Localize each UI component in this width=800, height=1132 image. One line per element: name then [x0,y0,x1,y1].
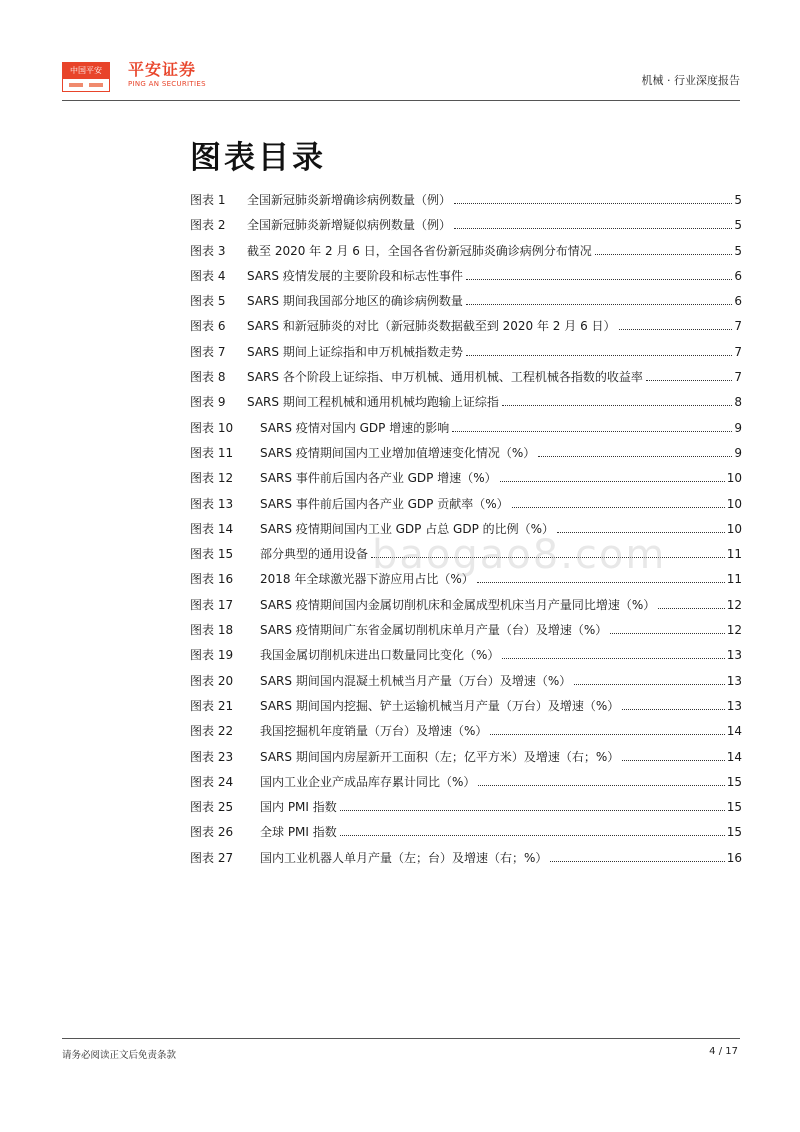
toc-entry[interactable] [190,242,742,267]
toc-entry[interactable] [190,292,742,317]
toc-entry-page: 6 [734,294,742,309]
toc-entry-page: 10 [726,496,742,511]
toc-entry[interactable] [190,469,742,494]
toc-entry-title: SARS 期间国内挖掘、铲土运输机械当月产量（万台）及增速（%） [260,698,620,713]
toc-entry-title: SARS 各个阶段上证综指、申万机械、通用机械、工程机械各指数的收益率 [247,370,643,385]
toc-entry-label: 图表 4 [190,268,226,283]
toc-entry-page: 12 [726,623,742,638]
brand [128,60,206,89]
toc-entry-title: SARS 疫情期间国内工业 GDP 占总 GDP 的比例（%） [260,521,555,536]
toc-entry[interactable] [190,773,742,798]
toc-entry-page: 15 [726,774,742,789]
watermark: baogao8.com [372,532,667,578]
toc-entry-label: 图表 16 [190,572,234,587]
toc-entry-label: 图表 7 [190,344,226,359]
toc-entry-label: 图表 6 [190,319,226,334]
toc-leader-dots [454,216,732,229]
toc-leader-dots [466,343,733,356]
toc-entry-title: SARS 疫情对国内 GDP 增速的影响 [260,420,450,435]
toc-entry-page: 7 [734,370,742,385]
toc-leader-dots [500,469,725,482]
toc-leader-dots [454,191,732,204]
toc-entry[interactable] [190,419,742,444]
toc-entry-page: 5 [734,193,742,207]
ping-an-logo [62,62,110,92]
toc-entry[interactable] [190,495,742,520]
toc-entry-title: SARS 事件前后国内各产业 GDP 贡献率（%） [260,496,509,511]
toc-leader-dots [512,495,725,508]
footer-disclaimer[interactable]: 请务必阅读正文后免责条款 [62,1050,177,1061]
toc-entry[interactable] [190,393,742,418]
toc-leader-dots [619,317,733,330]
toc-entry-label: 图表 10 [190,420,234,435]
toc-entry-page: 5 [734,243,742,258]
toc-entry-page: 15 [726,825,742,840]
toc-leader-dots [610,621,724,634]
toc-entry-title: 部分典型的通用设备 [260,547,369,562]
toc-entry-title: SARS 期间上证综指和申万机械指数走势 [247,344,463,359]
toc-entry-title: 截至 2020 年 2 月 6 日，全国各省份新冠肺炎确诊病例分布情况 [247,243,592,258]
report-type: 机械 · 行业深度报告 [641,74,740,87]
toc-entry-label: 图表 12 [190,471,234,486]
toc-entry[interactable] [190,849,742,874]
toc-entry-title: 全国新冠肺炎新增确诊病例数量（例） [247,193,452,207]
toc-leader-dots [340,823,725,836]
toc-leader-dots [466,292,733,305]
toc-entry[interactable] [190,621,742,646]
toc-entry[interactable] [190,748,742,773]
toc-entry-label: 图表 24 [190,774,234,789]
toc-leader-dots [646,368,733,381]
toc-entry-label: 图表 3 [190,243,226,258]
toc-entry-page: 13 [726,673,742,688]
toc-entry-page: 10 [726,471,742,486]
toc-entry-title: 国内 PMI 指数 [260,800,337,815]
toc-entry-title: 2018 年全球激光器下游应用占比（%） [260,572,474,587]
toc-entry-title: SARS 疫情发展的主要阶段和标志性事件 [247,268,463,283]
toc-entry-title: 我国挖掘机年度销量（万台）及增速（%） [260,724,488,739]
toc-entry-page: 11 [726,572,742,587]
toc-entry-label: 图表 26 [190,825,234,840]
toc-entry-label: 图表 13 [190,496,234,511]
toc-leader-dots [490,722,724,735]
toc-leader-dots [478,773,724,786]
toc-entry-title: SARS 疫情期间国内金属切削机床和金属成型机床当月产量同比增速（%） [260,597,656,612]
toc-entry[interactable] [190,596,742,621]
toc-entry-page: 9 [734,445,742,460]
toc-entry-page: 14 [726,749,742,764]
toc-leader-dots [595,242,733,255]
toc-entry-label: 图表 5 [190,294,226,309]
toc-leader-dots [502,646,724,659]
toc-entry-title: SARS 期间我国部分地区的确诊病例数量 [247,294,463,309]
toc-leader-dots [502,393,733,406]
page-header [62,58,740,98]
toc-leader-dots [622,748,724,761]
toc-entry-page: 13 [726,698,742,713]
brand-name-cn: 平安证券 [128,60,197,79]
toc-entry-label: 图表 9 [190,395,226,410]
toc-entry-label: 图表 21 [190,698,234,713]
toc-leader-dots [557,520,725,533]
toc-entry[interactable] [190,444,742,469]
toc-entry-page: 11 [726,547,742,562]
toc-entry-page: 15 [726,800,742,815]
page-title: 图表目录 [190,140,326,176]
toc-entry[interactable] [190,216,742,241]
toc-entry-page: 8 [734,395,742,410]
toc-entry-page: 9 [734,420,742,435]
toc-entry-label: 图表 25 [190,800,234,815]
toc-leader-dots [340,798,725,811]
toc-entry[interactable] [190,722,742,747]
toc-entry-label: 图表 22 [190,724,234,739]
toc-entry-title: 全国新冠肺炎新增疑似病例数量（例） [247,218,452,233]
footer-divider [62,1038,740,1039]
toc-entry-label: 图表 14 [190,521,234,536]
toc-entry-title: SARS 疫情期间国内工业增加值增速变化情况（%） [260,445,536,460]
toc-entry-title: 国内工业机器人单月产量（左；台）及增速（右；%） [260,850,548,865]
toc-entry-page: 7 [734,319,742,334]
toc-entry-page: 7 [734,344,742,359]
toc-entry-title: SARS 期间工程机械和通用机械均跑输上证综指 [247,395,499,410]
toc-leader-dots [538,444,732,457]
toc-leader-dots [550,849,724,862]
toc-entry-page: 14 [726,724,742,739]
toc-entry[interactable] [190,672,742,697]
toc-entry-title: SARS 疫情期间广东省金属切削机床单月产量（台）及增速（%） [260,623,608,638]
header-divider [62,100,740,101]
toc-entry[interactable] [190,697,742,722]
toc-entry-title: 我国金属切削机床进出口数量同比变化（%） [260,648,500,663]
toc-entry[interactable] [190,823,742,848]
toc-entry-page: 5 [734,218,742,233]
toc-entry-label: 图表 8 [190,370,226,385]
toc-entry-page: 16 [726,850,742,865]
toc-entry[interactable] [190,267,742,292]
page-number: 4 / 17 [709,1046,738,1057]
toc-entry-label: 图表 15 [190,547,234,562]
toc-entry-label: 图表 23 [190,749,234,764]
toc-entry-title: SARS 期间国内混凝土机械当月产量（万台）及增速（%） [260,673,572,688]
toc-entry-page: 6 [734,268,742,283]
toc-leader-dots [658,596,724,609]
toc-entry-label: 图表 18 [190,623,234,638]
toc-entry-title: SARS 和新冠肺炎的对比（新冠肺炎数据截至到 2020 年 2 月 6 日） [247,319,616,334]
toc-entry-label: 图表 11 [190,445,234,460]
toc-leader-dots [622,697,724,710]
toc-entry-title: SARS 事件前后国内各产业 GDP 增速（%） [260,471,497,486]
toc-entry-page: 10 [726,521,742,536]
toc-leader-dots [574,672,724,685]
brand-name-en: PING AN SECURITIES [128,80,206,88]
toc-entry-label: 图表 2 [190,218,226,233]
toc-entry[interactable] [190,368,742,393]
toc-entry[interactable] [190,798,742,823]
toc-entry[interactable] [190,191,742,216]
toc-entry-label: 图表 20 [190,673,234,688]
toc-leader-dots [466,267,733,280]
toc-entry[interactable] [190,317,742,342]
logo-text: 中国平安 [70,66,102,75]
toc-leader-dots [452,419,732,432]
toc-entry-label: 图表 19 [190,648,234,663]
toc-entry-title: 国内工业企业产成品库存累计同比（%） [260,774,476,789]
toc-entry-title: 全球 PMI 指数 [260,825,337,840]
toc-entry[interactable] [190,646,742,671]
toc-entry-label: 图表 17 [190,597,234,612]
toc-entry-page: 13 [726,648,742,663]
toc-entry-page: 12 [726,597,742,612]
toc-entry-label: 图表 27 [190,850,234,865]
toc-entry[interactable] [190,343,742,368]
toc-entry-title: SARS 期间国内房屋新开工面积（左；亿平方米）及增速（右；%） [260,749,620,764]
toc-entry-label: 图表 1 [190,193,226,207]
